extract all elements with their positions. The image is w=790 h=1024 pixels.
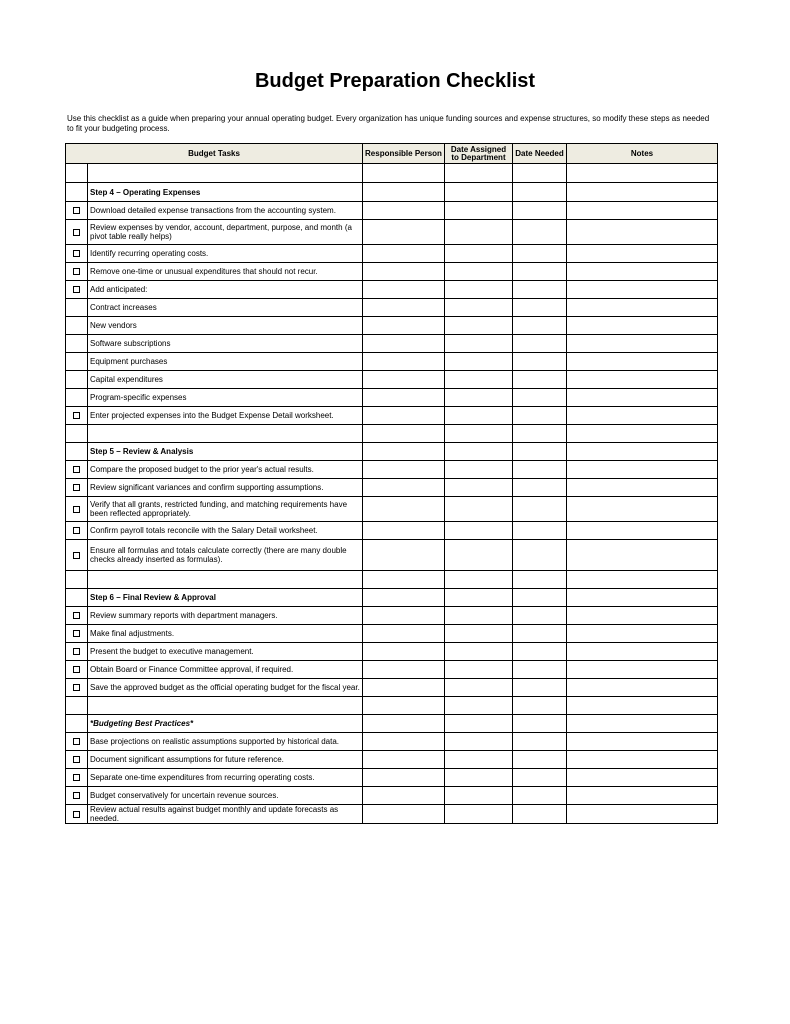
responsible-cell[interactable] (363, 353, 445, 371)
notes-cell[interactable] (567, 263, 718, 281)
checkbox[interactable] (73, 792, 80, 799)
date-needed-cell[interactable] (513, 371, 567, 389)
column-header-tasks: Budget Tasks (66, 144, 363, 164)
date-assigned-cell[interactable] (445, 263, 513, 281)
date-assigned-cell[interactable] (445, 335, 513, 353)
task-text: Equipment purchases (88, 353, 363, 371)
section-row (66, 715, 718, 733)
checkbox[interactable] (73, 484, 80, 491)
date-assigned-cell[interactable] (445, 202, 513, 220)
table-row (66, 805, 718, 824)
notes-cell[interactable] (567, 679, 718, 697)
notes-cell[interactable] (567, 751, 718, 769)
notes-cell[interactable] (567, 299, 718, 317)
date-needed-cell[interactable] (513, 805, 567, 824)
task-text: Enter projected expenses into the Budget Expense Detail worksheet. (88, 407, 363, 425)
table-row (66, 371, 718, 389)
column-header-notes: Notes (567, 144, 718, 164)
table-row (66, 202, 718, 220)
checkbox[interactable] (73, 527, 80, 534)
section-heading: *Budgeting Best Practices* (88, 715, 363, 733)
notes-cell[interactable] (567, 281, 718, 299)
notes-cell[interactable] (567, 643, 718, 661)
date-assigned-cell[interactable] (445, 540, 513, 571)
table-row (66, 353, 718, 371)
task-text: Review actual results against budget monthly and update forecasts as needed. (88, 805, 363, 824)
date-assigned-cell[interactable] (445, 389, 513, 407)
task-text: Budget conservatively for uncertain revenue sources. (88, 787, 363, 805)
checkbox[interactable] (73, 612, 80, 619)
checkbox[interactable] (73, 268, 80, 275)
date-assigned-cell[interactable] (445, 733, 513, 751)
date-assigned-cell[interactable] (445, 787, 513, 805)
notes-cell[interactable] (567, 787, 718, 805)
table-row (66, 335, 718, 353)
date-assigned-cell[interactable] (445, 317, 513, 335)
checkbox[interactable] (73, 811, 80, 818)
notes-cell[interactable] (567, 479, 718, 497)
responsible-cell[interactable] (363, 317, 445, 335)
table-row (66, 661, 718, 679)
date-assigned-cell[interactable] (445, 805, 513, 824)
responsible-cell[interactable] (363, 407, 445, 425)
table-row (66, 787, 718, 805)
date-needed-cell[interactable] (513, 497, 567, 522)
notes-cell[interactable] (567, 407, 718, 425)
responsible-cell[interactable] (363, 733, 445, 751)
date-assigned-cell[interactable] (445, 607, 513, 625)
table-row (66, 479, 718, 497)
task-text: Review summary reports with department managers. (88, 607, 363, 625)
notes-cell[interactable] (567, 661, 718, 679)
notes-cell[interactable] (567, 625, 718, 643)
date-assigned-cell[interactable] (445, 643, 513, 661)
notes-cell[interactable] (567, 335, 718, 353)
date-assigned-cell[interactable] (445, 679, 513, 697)
table-row (66, 461, 718, 479)
date-assigned-cell[interactable] (445, 479, 513, 497)
date-needed-cell[interactable] (513, 625, 567, 643)
date-assigned-cell[interactable] (445, 751, 513, 769)
date-assigned-cell[interactable] (445, 371, 513, 389)
date-needed-cell[interactable] (513, 317, 567, 335)
date-needed-cell[interactable] (513, 522, 567, 540)
responsible-cell[interactable] (363, 371, 445, 389)
table-row (66, 607, 718, 625)
date-assigned-cell[interactable] (445, 220, 513, 245)
date-needed-cell[interactable] (513, 461, 567, 479)
checkbox[interactable] (73, 412, 80, 419)
table-row (66, 679, 718, 697)
table-row (66, 220, 718, 245)
task-text: Confirm payroll totals reconcile with the Salary Detail worksheet. (88, 522, 363, 540)
responsible-cell[interactable] (363, 245, 445, 263)
table-row (66, 751, 718, 769)
responsible-cell[interactable] (363, 281, 445, 299)
responsible-cell[interactable] (363, 522, 445, 540)
checkbox[interactable] (73, 684, 80, 691)
task-text: Save the approved budget as the official operating budget for the fiscal year. (88, 679, 363, 697)
responsible-cell[interactable] (363, 497, 445, 522)
section-heading: Step 5 – Review & Analysis (88, 443, 363, 461)
responsible-cell[interactable] (363, 661, 445, 679)
checkbox[interactable] (73, 229, 80, 236)
responsible-cell[interactable] (363, 769, 445, 787)
page-title: Budget Preparation Checklist (254, 70, 536, 92)
blank-row (66, 571, 718, 589)
table-row (66, 299, 718, 317)
table-row (66, 389, 718, 407)
task-text: Review significant variances and confirm supporting assumptions. (88, 479, 363, 497)
task-text: Verify that all grants, restricted funding, and matching requirements have been reflected appropriately. (88, 497, 363, 522)
responsible-cell[interactable] (363, 607, 445, 625)
date-needed-cell[interactable] (513, 202, 567, 220)
notes-cell[interactable] (567, 540, 718, 571)
table-row (66, 497, 718, 522)
notes-cell[interactable] (567, 353, 718, 371)
checkbox[interactable] (73, 207, 80, 214)
task-text: Present the budget to executive management. (88, 643, 363, 661)
table-row (66, 407, 718, 425)
task-text: Ensure all formulas and totals calculate correctly (there are many double checks already inserted as formulas). (88, 540, 363, 571)
section-heading: Step 4 – Operating Expenses (88, 183, 363, 202)
date-needed-cell[interactable] (513, 787, 567, 805)
date-needed-cell[interactable] (513, 733, 567, 751)
responsible-cell[interactable] (363, 335, 445, 353)
date-assigned-cell[interactable] (445, 497, 513, 522)
checkbox[interactable] (73, 506, 80, 513)
responsible-cell[interactable] (363, 461, 445, 479)
checkbox[interactable] (73, 756, 80, 763)
notes-cell[interactable] (567, 371, 718, 389)
table-row (66, 733, 718, 751)
responsible-cell[interactable] (363, 679, 445, 697)
blank-row (66, 164, 718, 183)
task-text: Separate one-time expenditures from recurring operating costs. (88, 769, 363, 787)
date-needed-cell[interactable] (513, 389, 567, 407)
date-assigned-cell[interactable] (445, 299, 513, 317)
notes-cell[interactable] (567, 769, 718, 787)
date-needed-cell[interactable] (513, 661, 567, 679)
date-needed-cell[interactable] (513, 353, 567, 371)
date-needed-cell[interactable] (513, 220, 567, 245)
table-row (66, 522, 718, 540)
column-header-date-needed: Date Needed (513, 144, 567, 164)
table-row (66, 281, 718, 299)
date-needed-cell[interactable] (513, 643, 567, 661)
task-text: Download detailed expense transactions from the accounting system. (88, 202, 363, 220)
date-assigned-cell[interactable] (445, 625, 513, 643)
responsible-cell[interactable] (363, 202, 445, 220)
task-text: Program-specific expenses (88, 389, 363, 407)
date-assigned-cell[interactable] (445, 407, 513, 425)
task-text: Make final adjustments. (88, 625, 363, 643)
checkbox[interactable] (73, 286, 80, 293)
header-row (66, 144, 718, 164)
section-heading: Step 6 – Final Review & Approval (88, 589, 363, 607)
task-text: Add anticipated: (88, 281, 363, 299)
responsible-cell[interactable] (363, 263, 445, 281)
date-needed-cell[interactable] (513, 479, 567, 497)
responsible-cell[interactable] (363, 299, 445, 317)
date-needed-cell[interactable] (513, 540, 567, 571)
responsible-cell[interactable] (363, 643, 445, 661)
checkbox[interactable] (73, 250, 80, 257)
table-row (66, 643, 718, 661)
date-assigned-cell[interactable] (445, 769, 513, 787)
intro-text: Use this checklist as a guide when preparing your annual operating budget. Every organization has unique funding sources and expense structures, so modify these steps as needed to fit your budgeting process. (67, 114, 710, 133)
notes-cell[interactable] (567, 202, 718, 220)
checkbox[interactable] (73, 774, 80, 781)
responsible-cell[interactable] (363, 220, 445, 245)
notes-cell[interactable] (567, 607, 718, 625)
task-text: Compare the proposed budget to the prior year's actual results. (88, 461, 363, 479)
date-assigned-cell[interactable] (445, 245, 513, 263)
column-header-date-assigned: Date Assigned to Department (445, 144, 513, 164)
notes-cell[interactable] (567, 733, 718, 751)
table-row (66, 317, 718, 335)
task-text: Software subscriptions (88, 335, 363, 353)
table-row (66, 540, 718, 571)
date-needed-cell[interactable] (513, 679, 567, 697)
task-text: Capital expenditures (88, 371, 363, 389)
date-needed-cell[interactable] (513, 751, 567, 769)
section-row (66, 443, 718, 461)
date-needed-cell[interactable] (513, 281, 567, 299)
responsible-cell[interactable] (363, 479, 445, 497)
date-assigned-cell[interactable] (445, 461, 513, 479)
date-assigned-cell[interactable] (445, 522, 513, 540)
responsible-cell[interactable] (363, 787, 445, 805)
task-text: Review expenses by vendor, account, department, purpose, and month (a pivot table really helps) (88, 220, 363, 245)
task-text: Contract increases (88, 299, 363, 317)
blank-row (66, 425, 718, 443)
notes-cell[interactable] (567, 461, 718, 479)
checklist-table (65, 143, 718, 824)
date-needed-cell[interactable] (513, 263, 567, 281)
date-needed-cell[interactable] (513, 245, 567, 263)
task-text: Base projections on realistic assumptions supported by historical data. (88, 733, 363, 751)
table-row (66, 263, 718, 281)
date-assigned-cell[interactable] (445, 353, 513, 371)
date-needed-cell[interactable] (513, 335, 567, 353)
notes-cell[interactable] (567, 805, 718, 824)
notes-cell[interactable] (567, 497, 718, 522)
checkbox[interactable] (73, 666, 80, 673)
task-text: New vendors (88, 317, 363, 335)
blank-row (66, 697, 718, 715)
date-needed-cell[interactable] (513, 299, 567, 317)
notes-cell[interactable] (567, 522, 718, 540)
notes-cell[interactable] (567, 317, 718, 335)
checkbox[interactable] (73, 552, 80, 559)
responsible-cell[interactable] (363, 751, 445, 769)
checkbox[interactable] (73, 648, 80, 655)
date-needed-cell[interactable] (513, 769, 567, 787)
table-row (66, 769, 718, 787)
date-needed-cell[interactable] (513, 607, 567, 625)
column-header-responsible: Responsible Person (363, 144, 445, 164)
section-row (66, 183, 718, 202)
responsible-cell[interactable] (363, 805, 445, 824)
task-text: Obtain Board or Finance Committee approval, if required. (88, 661, 363, 679)
responsible-cell[interactable] (363, 389, 445, 407)
task-text: Document significant assumptions for future reference. (88, 751, 363, 769)
checkbox[interactable] (73, 630, 80, 637)
responsible-cell[interactable] (363, 540, 445, 571)
date-assigned-cell[interactable] (445, 281, 513, 299)
table-row (66, 625, 718, 643)
date-needed-cell[interactable] (513, 407, 567, 425)
responsible-cell[interactable] (363, 625, 445, 643)
date-assigned-cell[interactable] (445, 661, 513, 679)
section-row (66, 589, 718, 607)
checkbox[interactable] (73, 738, 80, 745)
task-text: Identify recurring operating costs. (88, 245, 363, 263)
notes-cell[interactable] (567, 245, 718, 263)
notes-cell[interactable] (567, 220, 718, 245)
table-row (66, 245, 718, 263)
checkbox[interactable] (73, 466, 80, 473)
notes-cell[interactable] (567, 389, 718, 407)
task-text: Remove one-time or unusual expenditures that should not recur. (88, 263, 363, 281)
